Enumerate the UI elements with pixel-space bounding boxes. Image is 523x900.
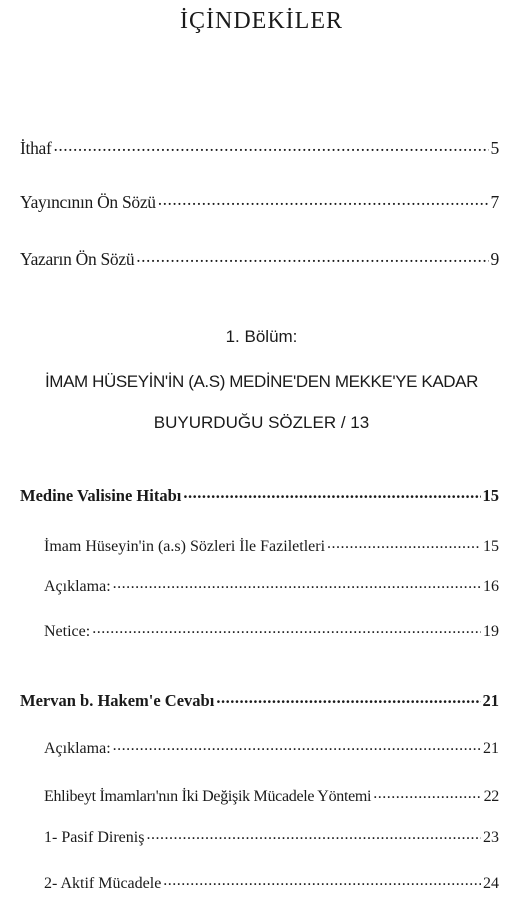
toc-page-number: 7	[490, 191, 499, 212]
toc-entry-label: Yayıncının Ön Sözü	[20, 191, 156, 212]
toc-page-number: 23	[483, 829, 499, 846]
toc-entry-ithaf[interactable]	[20, 136, 499, 159]
toc-page-number: 9	[490, 248, 499, 269]
toc-page-number: 15	[482, 485, 499, 505]
chapter-title-line1: İMAM HÜSEYİN'İN (A.S) MEDİNE'DEN MEKKE'YE KADAR	[44, 372, 478, 391]
toc-entry-label: 2- Aktif Mücadele	[44, 875, 162, 892]
leader-dots	[183, 484, 480, 501]
toc-entry-label: Açıklama:	[44, 578, 111, 595]
toc-entry-yazarin-on-sozu[interactable]	[20, 247, 499, 270]
toc-subentry[interactable]	[44, 785, 499, 806]
toc-page-number: 22	[483, 788, 499, 805]
chapter-number: 1. Bölüm:	[225, 327, 298, 346]
toc-page-number: 16	[483, 578, 499, 595]
leader-dots	[373, 785, 481, 801]
leader-dots	[327, 535, 481, 551]
toc-page-number: 24	[483, 875, 499, 892]
toc-entry-label: Açıklama:	[44, 740, 111, 757]
toc-subentry[interactable]	[44, 535, 499, 556]
toc-entry-label: Mervan b. Hakem'e Cevabı	[20, 690, 215, 710]
toc-entry-label: Ehlibeyt İmamları'nın İki Değişik Mücadele Yöntemi	[44, 788, 372, 805]
toc-entry-label: 1- Pasif Direniş	[44, 829, 145, 846]
leader-dots	[146, 826, 481, 842]
toc-entry-label: İmam Hüseyin'in (a.s) Sözleri İle Faziletleri	[44, 538, 326, 555]
leader-dots	[158, 190, 489, 208]
leader-dots	[54, 136, 489, 154]
toc-page-number: 5	[490, 137, 499, 158]
leader-dots	[216, 689, 480, 706]
toc-page-number: 19	[483, 623, 499, 640]
leader-dots	[113, 575, 481, 591]
toc-page-number: 21	[483, 740, 499, 757]
toc-subentry[interactable]	[44, 620, 499, 641]
toc-subentry[interactable]	[44, 737, 499, 758]
toc-page-number: 15	[483, 538, 499, 555]
toc-entry-label: İthaf	[20, 137, 52, 158]
page-title: İÇİNDEKİLER	[180, 8, 343, 34]
toc-page-number: 21	[482, 690, 499, 710]
toc-entry-mervan-b-hakeme-cevabi[interactable]	[20, 689, 499, 711]
leader-dots	[163, 872, 481, 888]
toc-entry-yayincinin-on-sozu[interactable]	[20, 190, 499, 213]
chapter-title-line2: BUYURDUĞU SÖZLER / 13	[153, 413, 370, 432]
toc-subentry[interactable]	[44, 826, 499, 847]
leader-dots	[92, 620, 481, 636]
leader-dots	[136, 247, 488, 265]
leader-dots	[113, 737, 481, 753]
toc-entry-medine-valisine-hitabi[interactable]	[20, 484, 499, 506]
toc-entry-label: Yazarın Ön Sözü	[20, 248, 135, 269]
toc-entry-label: Netice:	[44, 623, 91, 640]
toc-subentry[interactable]	[44, 872, 499, 893]
toc-subentry[interactable]	[44, 575, 499, 596]
toc-entry-label: Medine Valisine Hitabı	[20, 485, 182, 505]
